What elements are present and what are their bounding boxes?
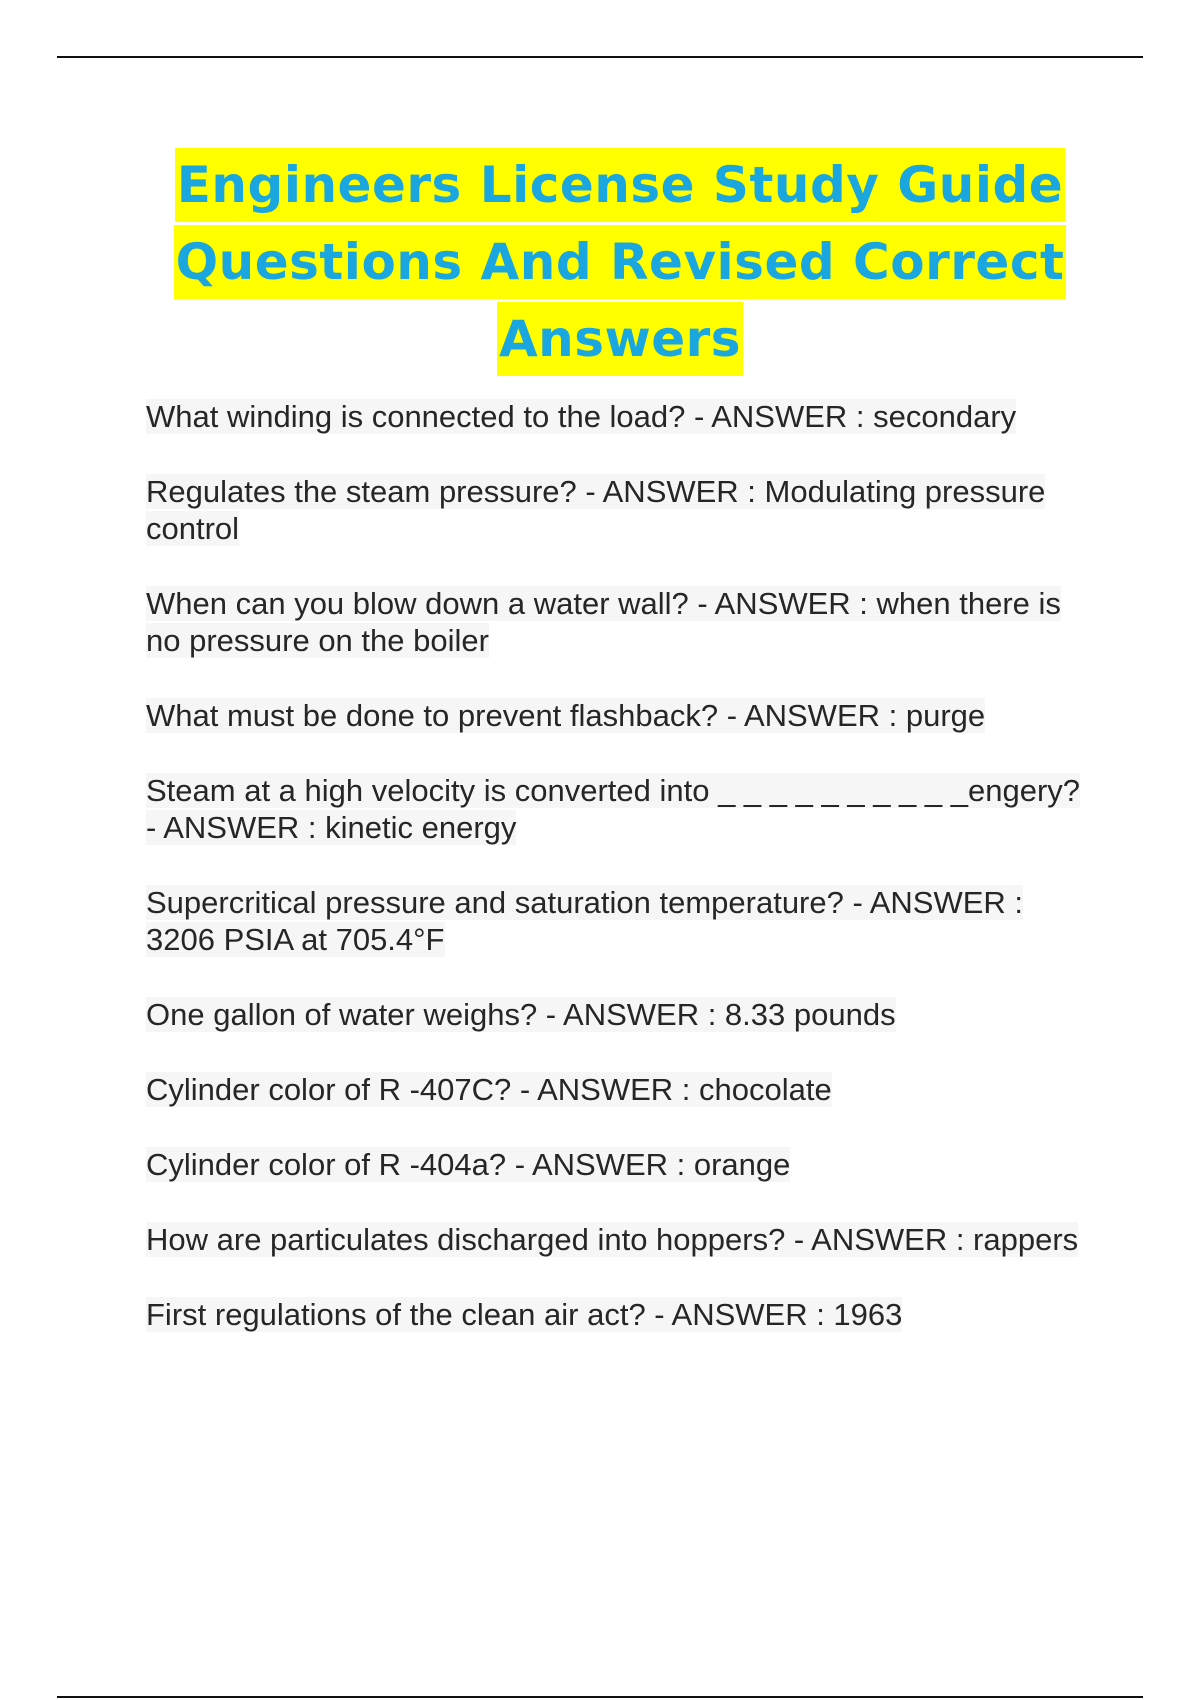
document-title: [0, 145, 1200, 376]
qa-text: One gallon of water weighs? - ANSWER : 8.33 pounds: [146, 997, 896, 1032]
qa-item: [146, 996, 1096, 1033]
qa-item: [146, 1296, 1096, 1333]
qa-text: Cylinder color of R -407C? - ANSWER : chocolate: [146, 1072, 832, 1107]
qa-item: [146, 772, 1096, 846]
title-line-2: Questions And Revised Correct: [174, 225, 1067, 299]
title-line-1: Engineers License Study Guide: [175, 148, 1065, 222]
bottom-rule: [57, 1696, 1143, 1698]
qa-item: [146, 1146, 1096, 1183]
qa-item: [146, 1071, 1096, 1108]
qa-text: Supercritical pressure and saturation temperature? - ANSWER : 3206 PSIA at 705.4°F: [146, 885, 1023, 957]
qa-item: [146, 697, 1096, 734]
qa-text: Steam at a high velocity is converted into _ _ _ _ _ _ _ _ _ _engery? - ANSWER : kinetic energy: [146, 773, 1081, 845]
qa-text: When can you blow down a water wall? - ANSWER : when there is no pressure on the boiler: [146, 586, 1061, 658]
qa-text: How are particulates discharged into hoppers? - ANSWER : rappers: [146, 1222, 1079, 1257]
qa-text: First regulations of the clean air act? - ANSWER : 1963: [146, 1297, 903, 1332]
qa-text: What must be done to prevent flashback? - ANSWER : purge: [146, 698, 986, 733]
qa-text: Regulates the steam pressure? - ANSWER : Modulating pressure control: [146, 474, 1046, 546]
qa-text: What winding is connected to the load? - ANSWER : secondary: [146, 399, 1017, 434]
qa-list: [146, 398, 1096, 1371]
title-line-3: Answers: [497, 302, 743, 376]
qa-item: [146, 1221, 1096, 1258]
qa-text: Cylinder color of R -404a? - ANSWER : orange: [146, 1147, 791, 1182]
qa-item: [146, 473, 1096, 547]
qa-item: [146, 884, 1096, 958]
top-rule: [57, 56, 1143, 58]
qa-item: [146, 585, 1096, 659]
qa-item: [146, 398, 1096, 435]
